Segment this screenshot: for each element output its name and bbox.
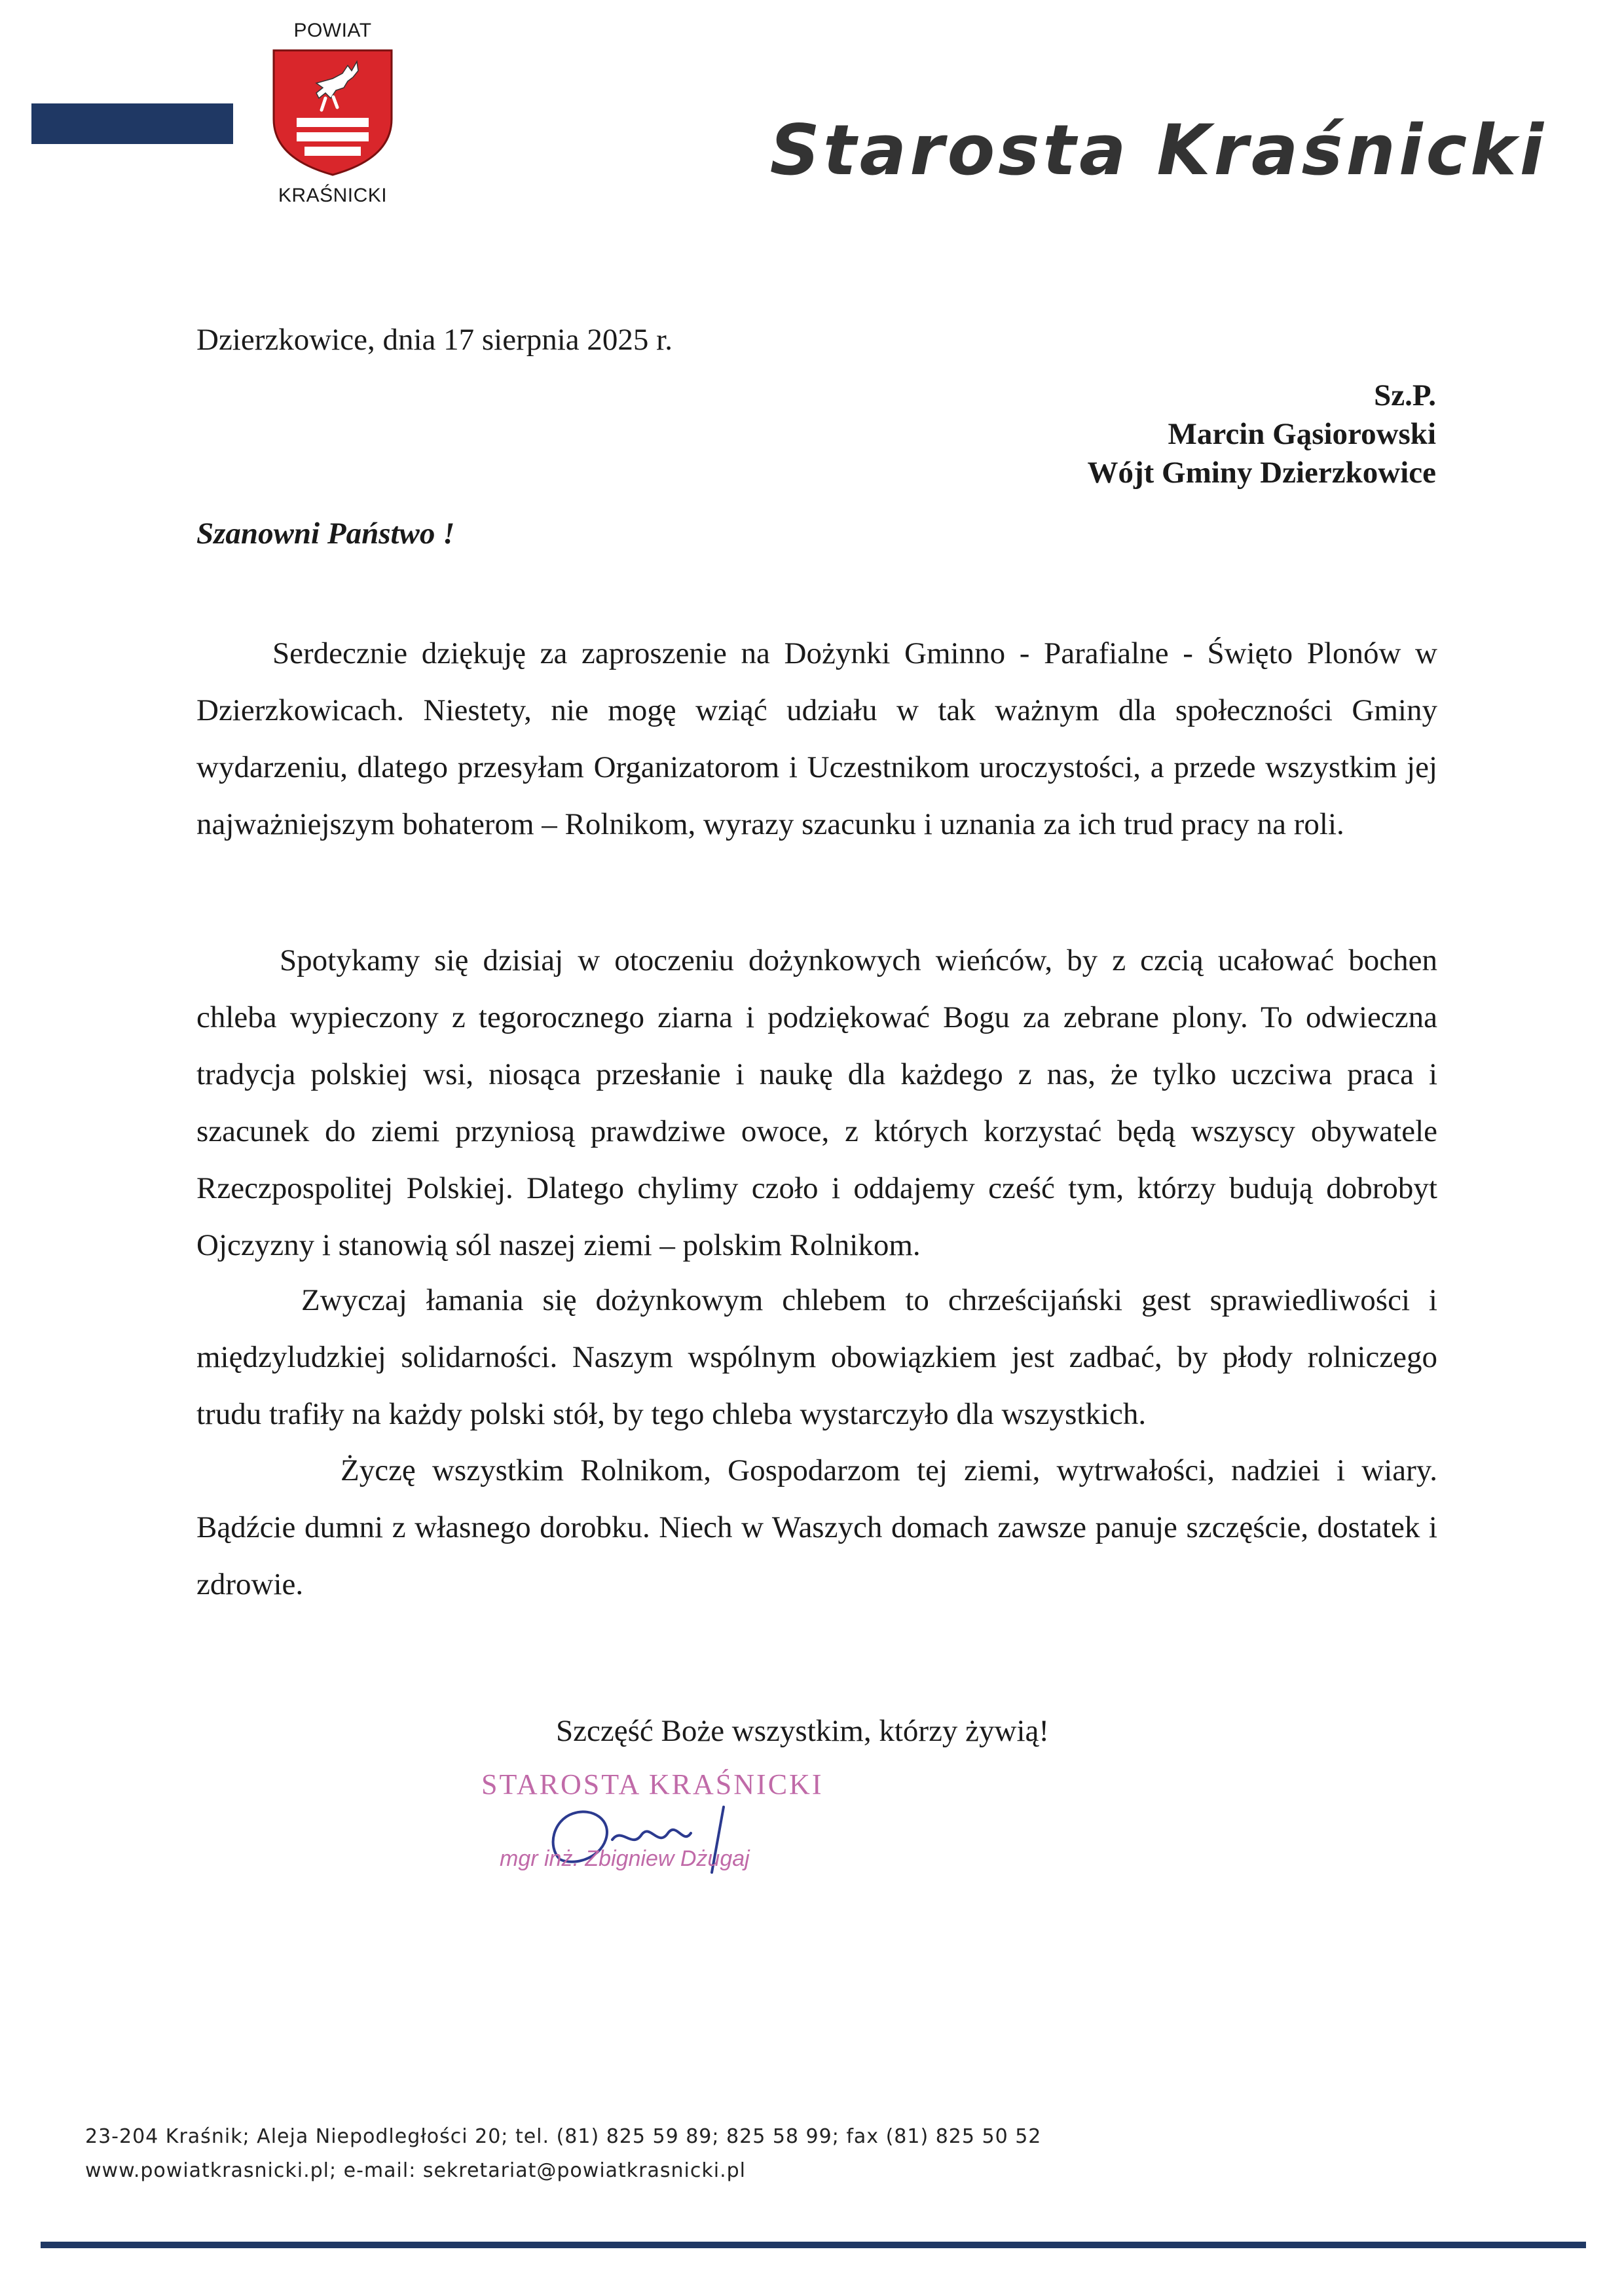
logo-bottom-text: KRAŚNICKI bbox=[278, 185, 388, 206]
footer-web: www.powiatkrasnicki.pl; e-mail: sekretariat@powiatkrasnicki.pl bbox=[85, 2159, 746, 2182]
recipient-block bbox=[1087, 376, 1436, 492]
salutation: Szanowni Państwo ! bbox=[196, 517, 455, 551]
stamp-title: STAROSTA KRAŚNICKI bbox=[481, 1768, 824, 1800]
footer-accent-bar bbox=[41, 2242, 1586, 2248]
official-stamp bbox=[481, 1768, 822, 1899]
paragraph-4: Życzę wszystkim Rolnikom, Gospodarzom tej ziemi, wytrwałości, nadziei i wiary. Bądźcie dumni z własnego dorobku. Niech w Waszych domach zawsze panuje szczęście, dostatek i zdrowie. bbox=[196, 1453, 1437, 1601]
header-accent-bar bbox=[31, 103, 233, 144]
recipient-line-2: Marcin Gąsiorowski bbox=[1168, 417, 1436, 451]
crest-deer-icon bbox=[270, 47, 395, 178]
county-logo bbox=[254, 20, 411, 207]
recipient-line-3: Wójt Gminy Dzierzkowice bbox=[1087, 456, 1436, 490]
footer-contact bbox=[85, 2120, 1041, 2188]
recipient-line-1: Sz.P. bbox=[1374, 378, 1436, 412]
paragraph-3: Zwyczaj łamania się dożynkowym chlebem to chrześcijański gest sprawiedliwości i międzyludzkiej solidarności. Naszym wspólnym obowiązkiem jest zadbać, by płody rolniczego trudu trafiły na każdy polski stół, by tego chleba wystarczyło dla wszystkich. bbox=[196, 1283, 1437, 1431]
paragraph-1: Serdecznie dziękuję za zaproszenie na Dożynki Gminno - Parafialne - Święto Plonów w Dzierzkowicach. Niestety, nie mogę wziąć udziału w tak ważnym dla społeczności Gminy wydarzeniu, dlatego przesyłam Organizatorom i Uczestnikom uroczystości, a przede wszystkim jej najważniejszym bohaterom – Rolnikom, wyrazy szacunku i uznania za ich trud pracy na roli. bbox=[196, 636, 1437, 841]
page-title: Starosta Kraśnicki bbox=[769, 110, 1547, 191]
closing-line: Szczęść Boże wszystkim, którzy żywią! bbox=[556, 1714, 1050, 1748]
letter-date: Dzierzkowice, dnia 17 sierpnia 2025 r. bbox=[196, 323, 673, 357]
footer-address: 23-204 Kraśnik; Aleja Niepodległości 20; tel. (81) 825 59 89; 825 58 99; fax (81) 825 50 52 bbox=[85, 2125, 1042, 2148]
stamp-name: mgr inż. Zbigniew Dżugaj bbox=[500, 1846, 750, 1871]
logo-top-text: POWIAT bbox=[293, 20, 372, 41]
paragraph-2: Spotykamy się dzisiaj w otoczeniu dożynkowych wieńców, by z czcią ucałować bochen chleba wypieczony z tegorocznego ziarna i podziękować Bogu za zebrane plony. To odwieczna tradycja polskiej wsi, niosąca przesłanie i naukę dla każdego z nas, że tylko uczciwa praca i szacunek do ziemi przyniosą prawdziwe owoce, z których korzystać będą wszyscy obywatele Rzeczpospolitej Polskiej. Dlatego chylimy czoło i oddajemy cześć tym, którzy budują dobrobyt Ojczyzny i stanowią sól naszej ziemi – polskim Rolnikom. bbox=[196, 943, 1437, 1262]
